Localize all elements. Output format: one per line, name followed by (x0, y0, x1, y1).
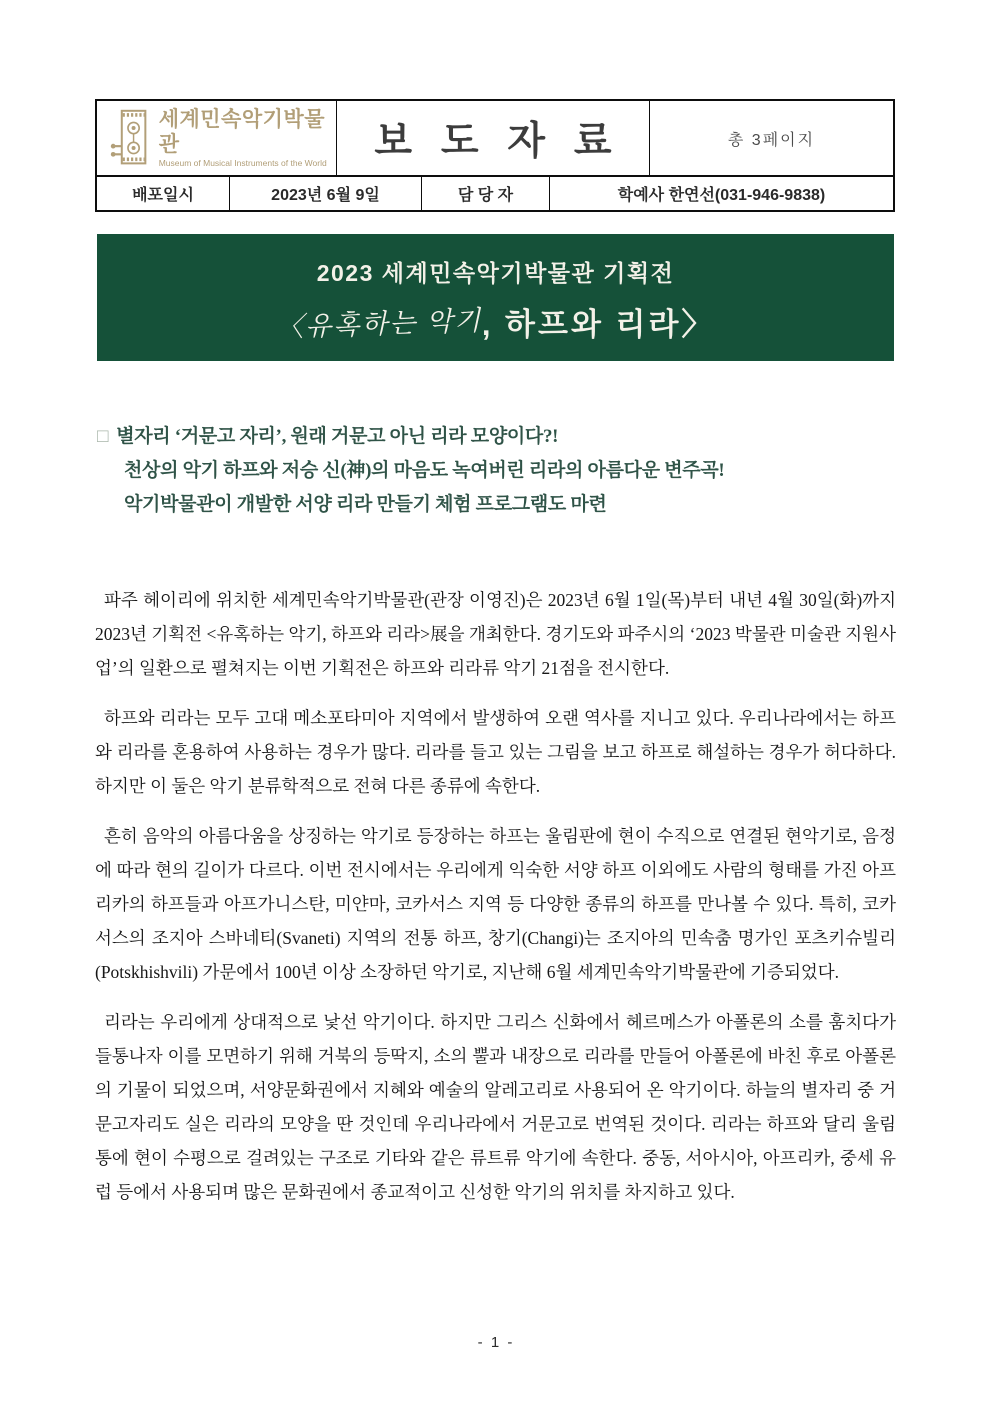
release-date-value: 2023년 6월 9일 (230, 177, 422, 210)
museum-name-korean: 세계민속악기박물관 (158, 107, 325, 156)
article-body (95, 583, 896, 1225)
museum-logo-text (159, 107, 336, 168)
banner-exhibition-line: 2023 세계민속악기박물관 기획전 (316, 260, 675, 286)
exhibition-banner (97, 234, 894, 361)
body-paragraph: 하프와 리라는 모두 고대 메소포타미아 지역에서 발생하여 오랜 역사를 지니고 있다. 우리나라에서는 하프와 리라를 혼용하여 사용하는 경우가 많다. 리라를 들고 있는 그림을 보고 하프로 해설하는 경우가 허다하다. 하지만 이 둘은 악기 분류학적으로 전혀 다른 종류에 속한다. (95, 708, 896, 796)
header-row-meta (97, 177, 893, 210)
body-paragraph: 흔히 음악의 아름다움을 상징하는 악기로 등장하는 하프는 울림판에 현이 수직으로 연결된 현악기로, 음정에 따라 현의 길이가 다르다. 이번 전시에서는 우리에게 익숙한 서양 하프 이외에도 사람의 형태를 가진 아프리카의 하프들과 아프가니스탄, 미얀마, 코카서스 지역 등 다양한 종류의 하프를 만나볼 수 있다. 특히, 코카서스의 조지아 스바네티(Svaneti) 지역의 전통 하프, 창기(Changi)는 조지아의 민속춤 명가인 포츠키슈빌리(Potskhishvili) 가문에서 100년 이상 소장하던 악기로, 지난해 6월 세계민속악기박물관에 기증되었다. (95, 826, 896, 982)
doc-type-title: 보 도 자 료 (337, 101, 650, 175)
summary-block (97, 420, 897, 522)
checkbox-bullet-icon: □ (97, 426, 109, 447)
release-date-label: 배포일시 (97, 177, 230, 210)
body-paragraph: 리라는 우리에게 상대적으로 낯선 악기이다. 하지만 그리스 신화에서 헤르메스가 아폴론의 소를 훔치다가 들통나자 이를 모면하기 위해 거북의 등딱지, 소의 뿔과 내장으로 리라를 만들어 아폴론에 바친 후로 아폴론의 기물이 되었으며, 서양문화권에서 지혜와 예술의 알레고리로 사용되어 온 악기이다. 하늘의 별자리 중 거문고자리도 실은 리라의 모양을 딴 것인데 우리나라에서 거문고로 번역된 것이다. 리라는 하프와 달리 울림통에 현이 수평으로 걸려있는 구조로 기타와 같은 류트류 악기에 속한다. 중동, 서아시아, 아프리카, 중세 유럽 등에서 사용되며 많은 문화권에서 종교적이고 신성한 악기의 위치를 차지하고 있다. (95, 1012, 896, 1202)
museum-name-english: Museum of Musical Instruments of the World (158, 157, 327, 168)
banner-title-line (97, 299, 894, 344)
summary-line-2: 천상의 악기 하프와 저승 신(神)의 마음도 녹여버린 리라의 아름다운 변주곡! (124, 460, 725, 481)
page-total-label: 총 3페이지 (727, 131, 816, 149)
instrument-icon (110, 107, 152, 169)
summary-line-1 (97, 420, 897, 454)
header-row-top (97, 101, 893, 177)
banner-title-script: 〈유혹하는 악기 (275, 305, 483, 343)
header-table (95, 99, 895, 212)
body-paragraph: 파주 헤이리에 위치한 세계민속악기박물관(관장 이영진)은 2023년 6월 1일(목)부터 내년 4월 30일(화)까지 2023년 기획전 <유혹하는 악기, 하프와 리라>展을 개최한다. 경기도와 파주시의 ‘2023 박물관 미술관 지원사업’의 일환으로 펼쳐지는 이번 기획전은 하프와 리라류 악기 21점을 전시한다. (95, 590, 896, 678)
banner-title-bold: , 하프와 리라〉 (481, 307, 716, 342)
page-number: - 1 - (477, 1334, 515, 1351)
manager-value: 학예사 한연선(031-946-9838) (617, 187, 826, 204)
summary-text-1: 별자리 ‘거문고 자리’, 원래 거문고 아닌 리라 모양이다?! (116, 426, 559, 447)
museum-logo (97, 101, 337, 175)
summary-line-3: 악기박물관이 개발한 서양 리라 만들기 체험 프로그램도 마련 (124, 494, 607, 515)
manager-label: 담 당 자 (422, 177, 550, 210)
